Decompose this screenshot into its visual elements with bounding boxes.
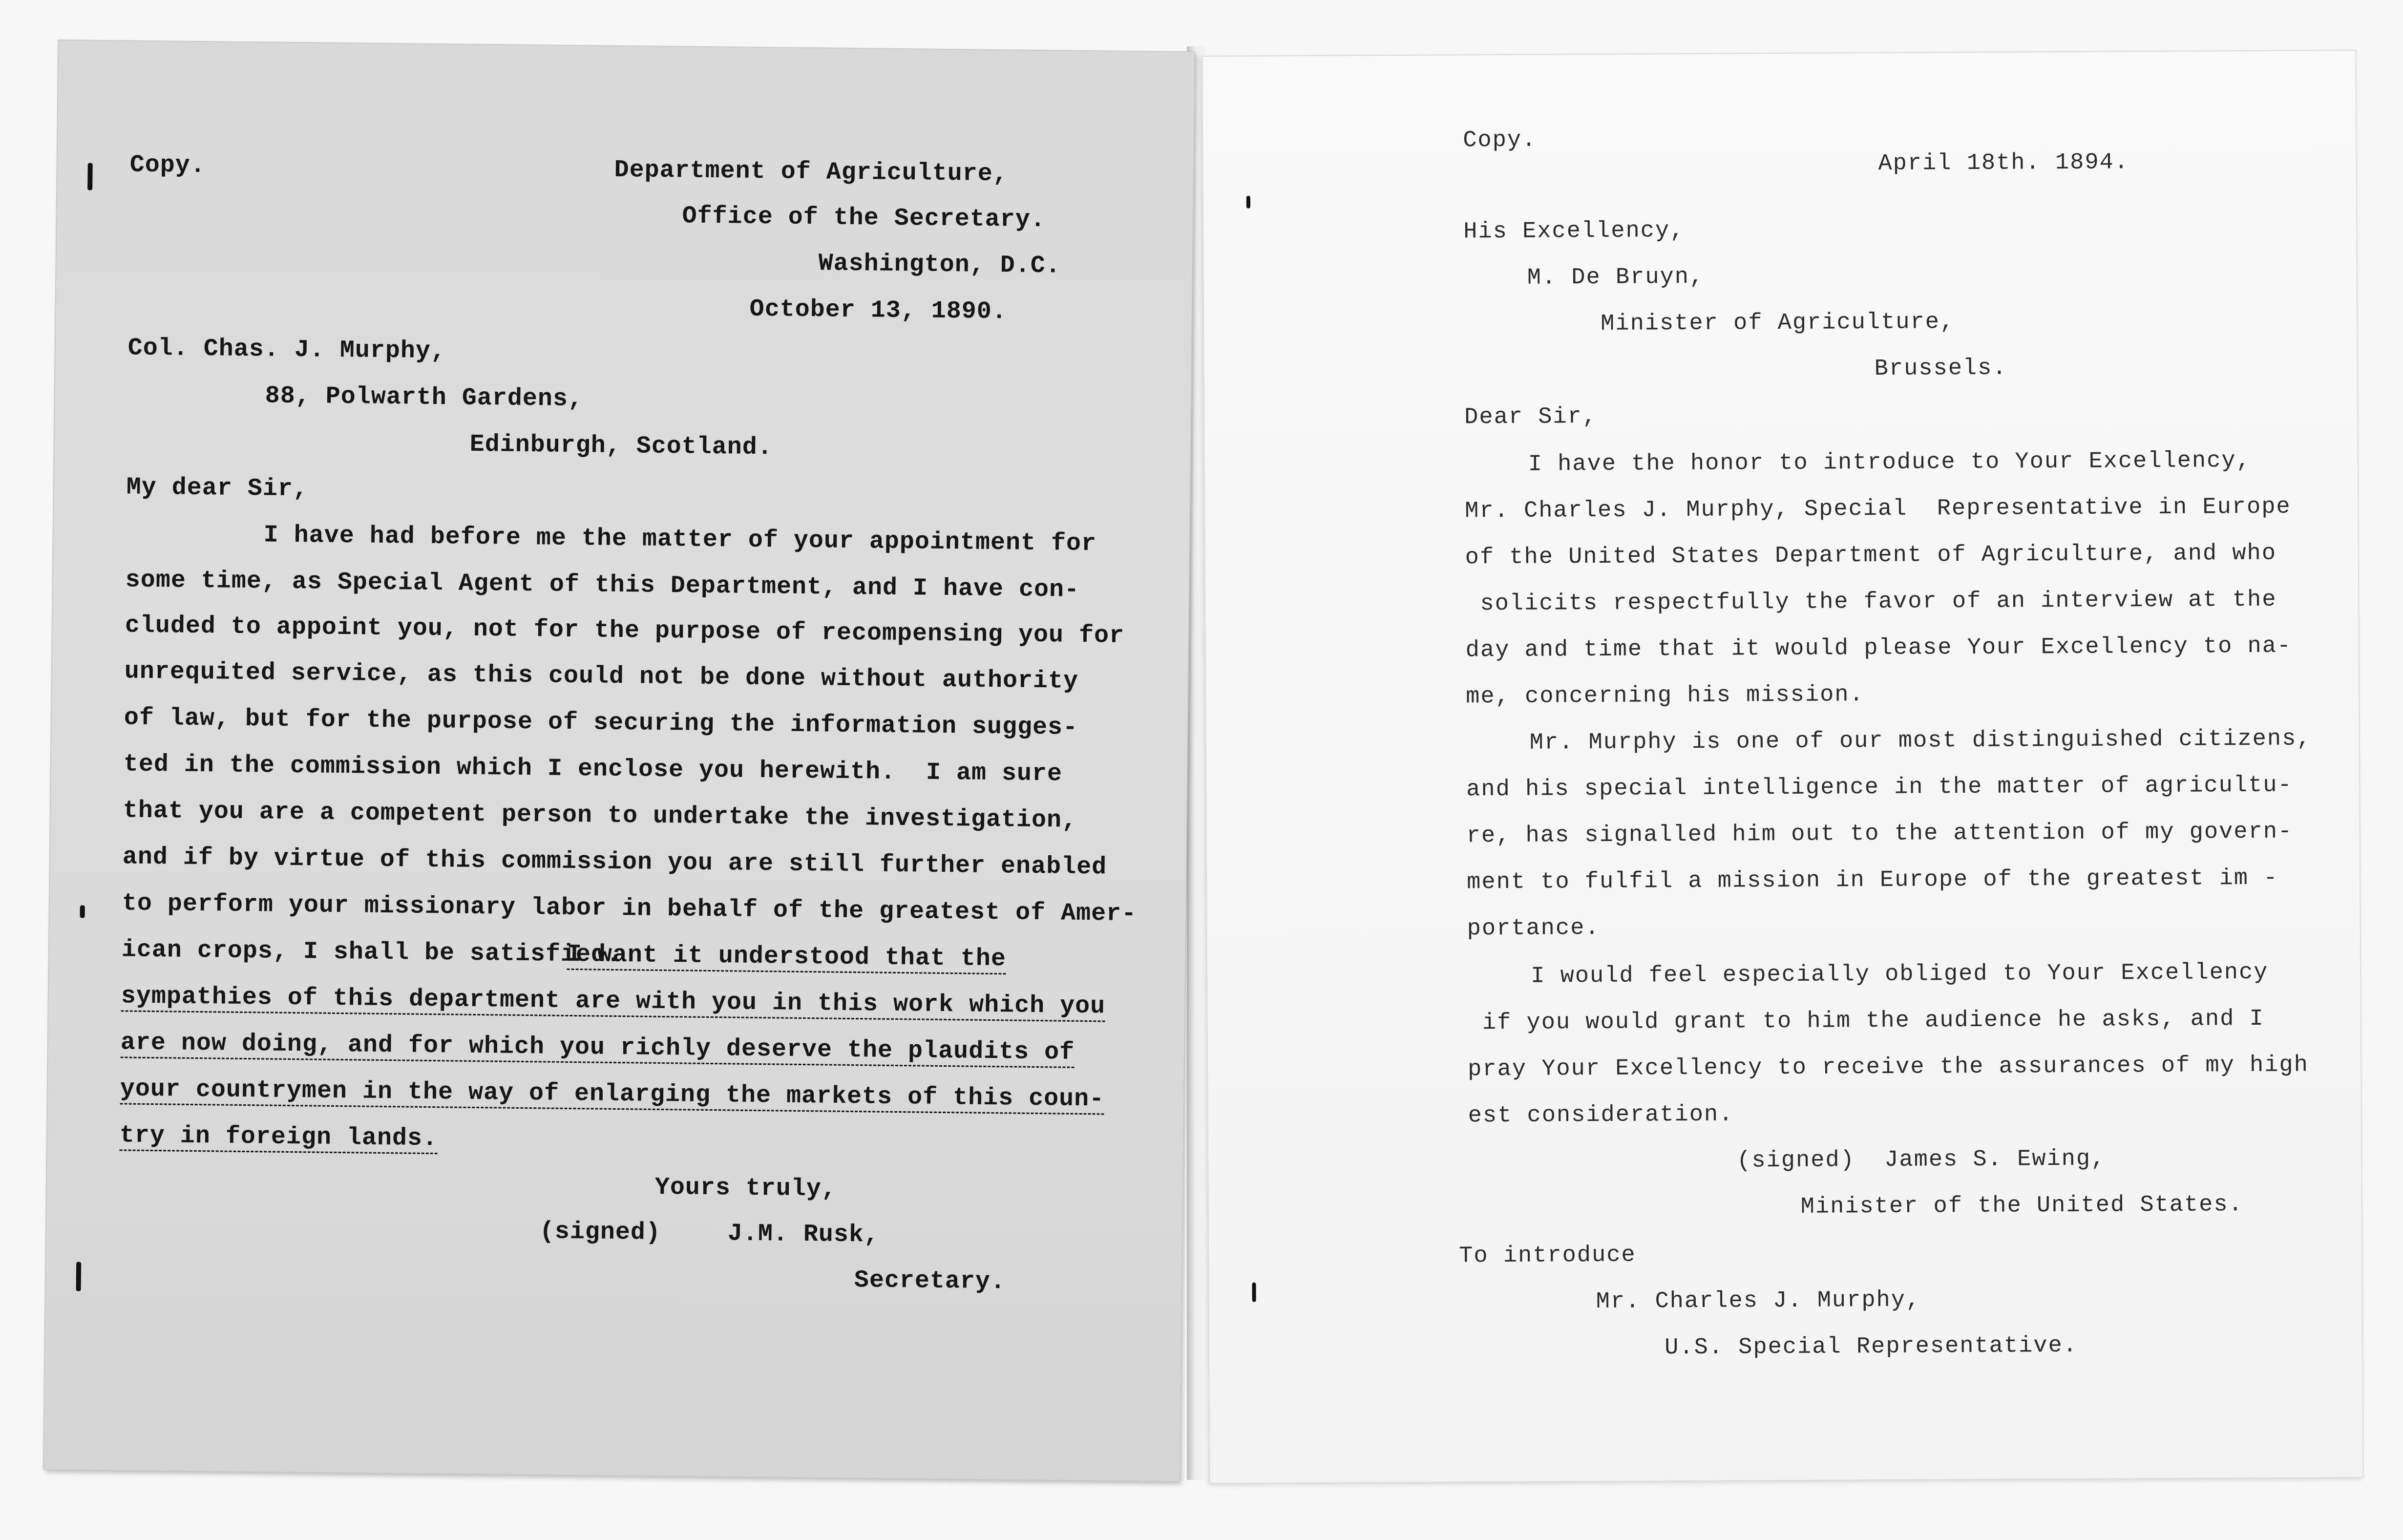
recipient-line: 88, Polwarth Gardens, [265,382,584,414]
body-line: est consideration. [1468,1101,1734,1129]
body-line: ted in the commission which I enclose you herewith. I am sure [123,750,1063,788]
recipient-line: His Excellency, [1463,218,1685,245]
hole-punch-mark [80,905,85,918]
body-line: re, has signalled him out to the attention of my govern- [1466,819,2293,849]
copy-label: Copy. [129,151,206,180]
signer-title: Secretary. [854,1266,1006,1296]
body-line: that you are a competent person to undertake the investigation, [123,797,1077,835]
body-line: unrequited service, as this could not be done without authority [124,657,1079,696]
salutation: Dear Sir, [1464,403,1598,431]
letter-date: October 13, 1890. [749,295,1008,326]
header-line: Department of Agriculture, [614,156,1009,189]
recipient-line: Col. Chas. J. Murphy, [127,334,446,366]
recipient-line: Minister of Agriculture, [1601,309,1955,337]
body-line: and his special intelligence in the matter of agricultu- [1466,772,2293,803]
recipient-line: M. De Bruyn, [1527,264,1705,291]
body-line: cluded to appoint you, not for the purpose of recompensing you for [125,612,1125,650]
recipient-line: Brussels. [1874,355,2007,382]
body-line: of law, but for the purpose of securing the information sugges- [124,704,1078,742]
body-line: some time, as Special Agent of this Department, and I have con- [125,566,1080,604]
body-line: I would feel especially obliged to Your Excellency [1531,959,2269,990]
hole-punch-mark [1252,1283,1256,1302]
signer-title: Minister of the United States. [1800,1192,2243,1220]
closing: Yours truly, [654,1173,837,1203]
introduced-name: Mr. Charles J. Murphy, [1596,1287,1921,1315]
hole-punch-mark [76,1262,82,1291]
underlined-text: are now doing, and for which you richly deserve the plaudits of [120,1029,1075,1067]
body-line: if you would grant to him the audience he asks, and I [1467,1006,2264,1036]
body-line: of the United States Department of Agriculture, and who [1465,540,2277,571]
underlined-text: sympathies of this department are with you in this work which you [121,982,1106,1021]
body-line: ican crops, I shall be satisfied. [121,936,622,970]
header-line: Washington, D.C. [818,250,1061,280]
body-line: ment to fulfil a mission in Europe of the greatest im - [1467,865,2278,896]
body-line: day and time that it would please Your Excellency to na- [1465,633,2292,664]
signed-label: (signed) [539,1218,661,1247]
body-line: portance. [1467,915,1600,942]
body-line: and if by virtue of this commission you are still further enabled [122,843,1107,882]
introduced-title: U.S. Special Representative. [1665,1332,2078,1361]
body-line: I have had before me the matter of your appointment for [263,521,1097,558]
signature: (signed) James S. Ewing, [1737,1146,2106,1174]
letter-rusk-1890 [44,41,1195,1481]
body-line: Mr. Charles J. Murphy, Special Representative in Europe [1465,494,2291,525]
to-introduce-label: To introduce [1459,1242,1636,1269]
hole-punch-mark [87,163,93,190]
header-line: Office of the Secretary. [682,202,1046,234]
letter-ewing-1894 [1202,51,2362,1483]
copy-label: Copy. [1463,127,1537,154]
recipient-line: Edinburgh, Scotland. [469,430,773,462]
letter-date: April 18th. 1894. [1878,149,2129,177]
body-line: I have the honor to introduce to Your Excellency, [1528,447,2251,478]
underlined-text: your countrymen in the way of enlarging the markets of this coun- [120,1075,1105,1114]
body-line: me, concerning his mission. [1466,682,1864,710]
body-line: solicits respectfully the favor of an interview at the [1465,587,2277,617]
hole-punch-mark [1246,196,1250,209]
body-line: pray Your Excellency to receive the assurances of my high [1468,1052,2309,1083]
body-line: Mr. Murphy is one of our most distinguished citizens, [1529,726,2312,756]
signature: J.M. Rusk, [727,1220,880,1249]
salutation: My dear Sir, [126,473,309,504]
underlined-text: I want it understood that the [567,940,1007,973]
body-line: to perform your missionary labor in behalf of the greatest of Amer- [122,889,1137,928]
underlined-text: try in foreign lands. [119,1121,438,1153]
